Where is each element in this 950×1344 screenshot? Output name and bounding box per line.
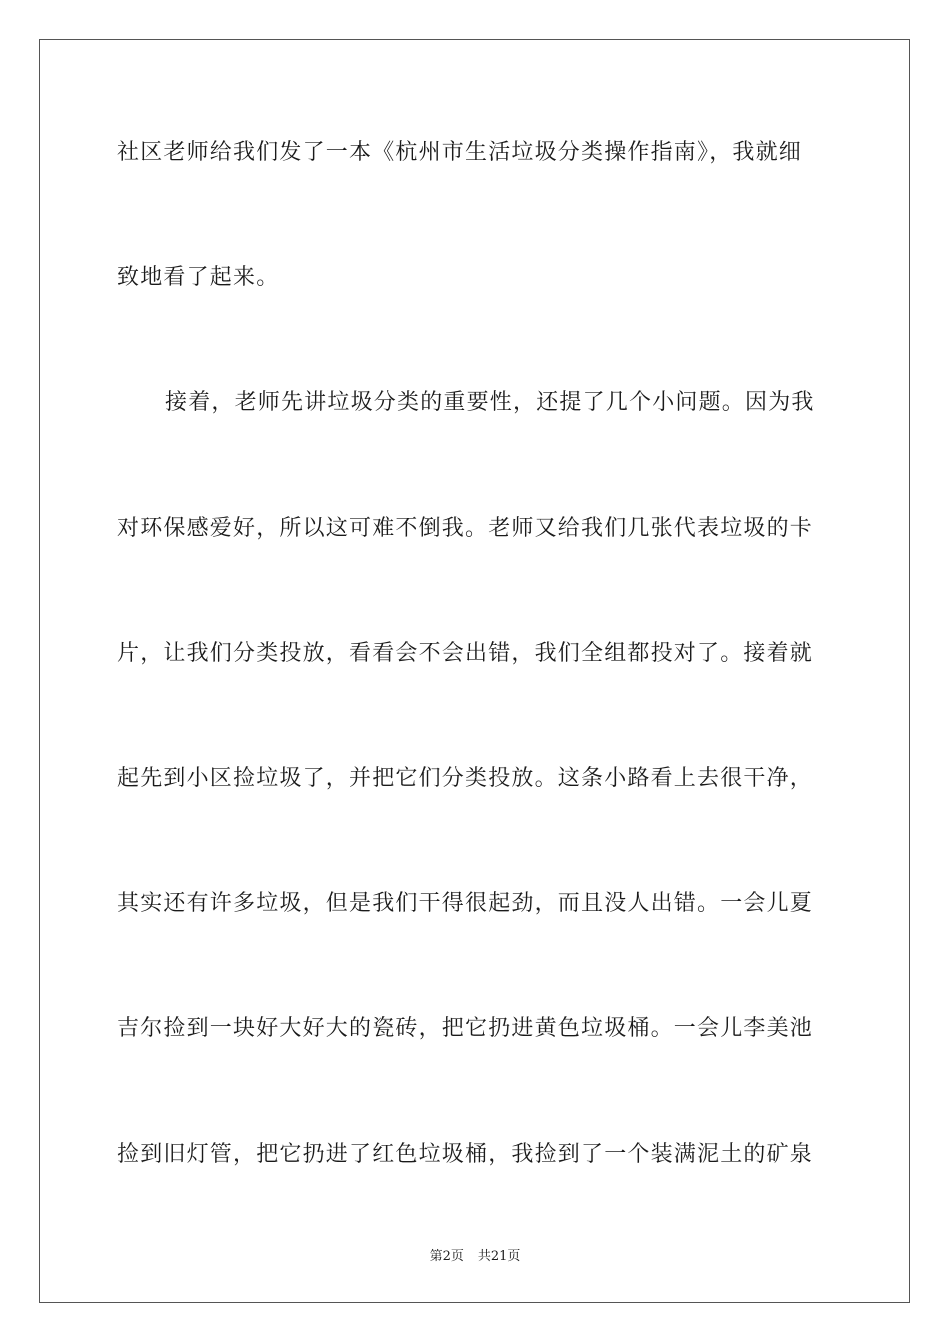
blank-line bbox=[117, 685, 833, 748]
blank-line bbox=[117, 936, 833, 999]
page-number: 第2页 bbox=[429, 1249, 464, 1264]
text-line: 致地看了起来。 bbox=[117, 265, 280, 291]
blank-line bbox=[117, 1061, 833, 1124]
page-total: 共21页 bbox=[477, 1249, 521, 1264]
text-line: 其实还有许多垃圾，但是我们干得很起劲，而且没人出错。一会儿夏 bbox=[117, 891, 814, 917]
page-footer bbox=[0, 1245, 950, 1264]
document-body bbox=[117, 122, 833, 1186]
blank-line bbox=[117, 560, 833, 623]
text-line: 吉尔捡到一块好大好大的瓷砖，把它扔进黄色垃圾桶。一会儿李美池 bbox=[117, 1016, 814, 1042]
blank-line bbox=[117, 435, 833, 498]
blank-line bbox=[117, 185, 833, 248]
text-line: 对环保感爱好，所以这可难不倒我。老师又给我们几张代表垃圾的卡 bbox=[117, 515, 814, 541]
text-line: 捡到旧灯管，把它扔进了红色垃圾桶，我捡到了一个装满泥土的矿泉 bbox=[117, 1141, 814, 1167]
text-line: 片，让我们分类投放，看看会不会出错，我们全组都投对了。接着就 bbox=[117, 640, 814, 666]
text-line: 社区老师给我们发了一本《杭州市生活垃圾分类操作指南》，我就细 bbox=[117, 140, 803, 165]
text-line: 接着，老师先讲垃圾分类的重要性，还提了几个小问题。因为我 bbox=[165, 390, 815, 416]
blank-line bbox=[117, 811, 833, 874]
blank-line bbox=[117, 310, 833, 373]
text-line: 起先到小区捡垃圾了，并把它们分类投放。这条小路看上去很干净， bbox=[117, 765, 814, 791]
